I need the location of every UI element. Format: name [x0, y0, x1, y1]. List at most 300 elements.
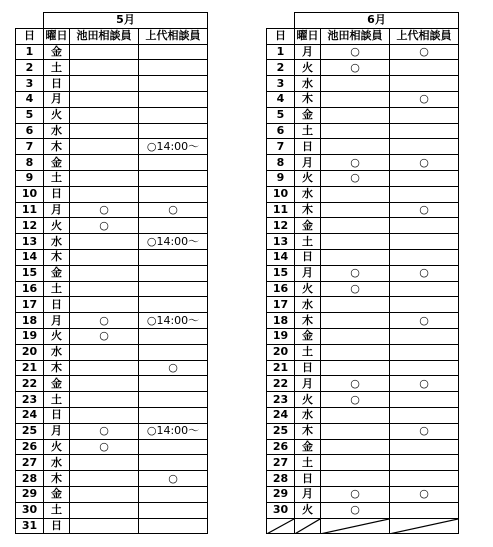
- table-row: [267, 234, 459, 250]
- jodai-availability-cell: ○14:00～: [139, 234, 208, 250]
- table-row: [267, 313, 459, 329]
- ikeda-availability-cell: ○: [321, 265, 390, 281]
- day-cell: 21: [267, 360, 295, 376]
- table-row: [16, 455, 208, 471]
- ikeda-availability-cell: [70, 44, 139, 60]
- weekday-cell: 火: [295, 170, 321, 186]
- june-schedule-table: [266, 12, 459, 534]
- weekday-cell: 土: [44, 60, 70, 76]
- jodai-availability-cell: [390, 123, 459, 139]
- day-cell: 10: [267, 186, 295, 202]
- table-row: [16, 44, 208, 60]
- weekday-cell: 木: [44, 249, 70, 265]
- weekday-cell: 月: [44, 423, 70, 439]
- day-cell: 28: [267, 471, 295, 487]
- jodai-availability-cell: [390, 218, 459, 234]
- ikeda-availability-cell: [70, 60, 139, 76]
- ikeda-availability-cell: [70, 91, 139, 107]
- table-row: [16, 297, 208, 313]
- table-row: [267, 455, 459, 471]
- day-cell: 15: [267, 265, 295, 281]
- day-cell: 4: [267, 91, 295, 107]
- ikeda-availability-cell: [321, 186, 390, 202]
- ikeda-availability-cell: ○: [70, 218, 139, 234]
- weekday-cell: 火: [295, 60, 321, 76]
- day-cell: 27: [267, 455, 295, 471]
- day-cell: 9: [16, 170, 44, 186]
- day-cell: 2: [16, 60, 44, 76]
- weekday-cell: 日: [44, 186, 70, 202]
- day-cell: 4: [16, 91, 44, 107]
- weekday-cell: 月: [295, 44, 321, 60]
- weekday-cell: 土: [295, 344, 321, 360]
- table-row: [16, 502, 208, 518]
- ikeda-availability-cell: [70, 518, 139, 534]
- day-cell: 11: [267, 202, 295, 218]
- jodai-availability-cell: ○: [139, 360, 208, 376]
- ikeda-availability-cell: [70, 502, 139, 518]
- ikeda-availability-cell: [70, 234, 139, 250]
- jodai-availability-cell: ○: [390, 91, 459, 107]
- day-cell: 17: [267, 297, 295, 313]
- struck-cell: [321, 518, 390, 534]
- day-cell: 28: [16, 471, 44, 487]
- weekday-cell: 水: [44, 455, 70, 471]
- ikeda-availability-cell: [70, 139, 139, 155]
- ikeda-availability-cell: ○: [70, 328, 139, 344]
- weekday-cell: 火: [44, 439, 70, 455]
- day-cell: 17: [16, 297, 44, 313]
- table-row: [267, 376, 459, 392]
- table-row: [267, 76, 459, 92]
- weekday-cell: 水: [295, 297, 321, 313]
- jodai-availability-cell: [139, 344, 208, 360]
- month-title: 6月: [295, 13, 459, 29]
- jodai-availability-cell: ○: [390, 265, 459, 281]
- struck-cell: [295, 518, 321, 534]
- day-cell: 16: [267, 281, 295, 297]
- jodai-availability-cell: [390, 139, 459, 155]
- jodai-availability-cell: ○: [139, 202, 208, 218]
- weekday-cell: 土: [44, 392, 70, 408]
- table-row: [267, 297, 459, 313]
- day-cell: 6: [267, 123, 295, 139]
- table-row: [16, 407, 208, 423]
- ikeda-availability-cell: [321, 249, 390, 265]
- ikeda-availability-cell: ○: [321, 502, 390, 518]
- ikeda-availability-cell: ○: [321, 392, 390, 408]
- day-cell: 22: [267, 376, 295, 392]
- ikeda-availability-cell: [70, 186, 139, 202]
- weekday-cell: 火: [295, 281, 321, 297]
- jodai-availability-cell: [390, 407, 459, 423]
- day-cell: 24: [16, 407, 44, 423]
- table-row: [267, 281, 459, 297]
- jodai-availability-cell: [139, 123, 208, 139]
- weekday-cell: 火: [44, 107, 70, 123]
- weekday-cell: 水: [44, 344, 70, 360]
- day-cell: 13: [267, 234, 295, 250]
- weekday-cell: 月: [44, 313, 70, 329]
- ikeda-availability-cell: ○: [321, 281, 390, 297]
- day-cell: 21: [16, 360, 44, 376]
- ikeda-availability-cell: [321, 202, 390, 218]
- day-cell: 1: [267, 44, 295, 60]
- ikeda-availability-cell: [321, 439, 390, 455]
- table-row: [267, 502, 459, 518]
- weekday-cell: 火: [295, 392, 321, 408]
- weekday-cell: 月: [295, 376, 321, 392]
- table-row: [16, 234, 208, 250]
- ikeda-availability-cell: ○: [321, 170, 390, 186]
- day-cell: 30: [267, 502, 295, 518]
- jodai-availability-cell: ○: [390, 423, 459, 439]
- weekday-cell: 木: [295, 202, 321, 218]
- ikeda-availability-cell: [321, 313, 390, 329]
- weekday-cell: 金: [44, 44, 70, 60]
- day-cell: 2: [267, 60, 295, 76]
- table-row: [267, 202, 459, 218]
- jodai-availability-cell: [390, 281, 459, 297]
- table-row: [16, 123, 208, 139]
- table-row: [267, 471, 459, 487]
- day-cell: 25: [16, 423, 44, 439]
- jodai-availability-cell: [390, 360, 459, 376]
- table-row: [267, 170, 459, 186]
- day-cell: 27: [16, 455, 44, 471]
- table-row: [16, 139, 208, 155]
- header-counselor-jodai: 上代相談員: [139, 28, 208, 44]
- weekday-cell: 月: [295, 265, 321, 281]
- ikeda-availability-cell: ○: [70, 423, 139, 439]
- table-row: [16, 60, 208, 76]
- ikeda-availability-cell: [321, 328, 390, 344]
- jodai-availability-cell: ○: [390, 155, 459, 171]
- weekday-cell: 木: [44, 471, 70, 487]
- weekday-cell: 月: [295, 486, 321, 502]
- ikeda-availability-cell: [321, 139, 390, 155]
- day-cell: 9: [267, 170, 295, 186]
- ikeda-availability-cell: [70, 407, 139, 423]
- jodai-availability-cell: ○14:00～: [139, 313, 208, 329]
- ikeda-availability-cell: [70, 297, 139, 313]
- table-row: [16, 155, 208, 171]
- weekday-cell: 金: [295, 218, 321, 234]
- weekday-cell: 水: [44, 123, 70, 139]
- jodai-availability-cell: ○: [390, 376, 459, 392]
- day-cell: 5: [267, 107, 295, 123]
- weekday-cell: 土: [295, 455, 321, 471]
- header-day: 日: [267, 28, 295, 44]
- day-cell: 26: [267, 439, 295, 455]
- jodai-availability-cell: [139, 518, 208, 534]
- table-row: [16, 328, 208, 344]
- jodai-availability-cell: ○: [139, 471, 208, 487]
- corner-blank: [267, 13, 295, 29]
- ikeda-availability-cell: [321, 344, 390, 360]
- table-row: [16, 392, 208, 408]
- day-cell: 19: [16, 328, 44, 344]
- weekday-cell: 水: [295, 186, 321, 202]
- day-cell: 26: [16, 439, 44, 455]
- ikeda-availability-cell: [70, 265, 139, 281]
- ikeda-availability-cell: ○: [321, 155, 390, 171]
- ikeda-availability-cell: [70, 123, 139, 139]
- weekday-cell: 土: [295, 123, 321, 139]
- jodai-availability-cell: [139, 265, 208, 281]
- weekday-cell: 水: [44, 234, 70, 250]
- may-rows: [16, 44, 208, 534]
- header-weekday: 曜日: [296, 29, 319, 43]
- ikeda-availability-cell: [321, 455, 390, 471]
- ikeda-availability-cell: [321, 123, 390, 139]
- day-cell: 23: [16, 392, 44, 408]
- jodai-availability-cell: [139, 455, 208, 471]
- ikeda-availability-cell: [321, 234, 390, 250]
- ikeda-availability-cell: [321, 91, 390, 107]
- diagonal-strike-icon: [390, 519, 458, 534]
- day-cell: 24: [267, 407, 295, 423]
- day-cell: 12: [16, 218, 44, 234]
- table-row: [16, 281, 208, 297]
- table-row: [267, 155, 459, 171]
- table-row: [267, 486, 459, 502]
- ikeda-availability-cell: [321, 407, 390, 423]
- table-row: [267, 44, 459, 60]
- day-cell: 31: [16, 518, 44, 534]
- weekday-cell: 木: [44, 360, 70, 376]
- table-row: [16, 518, 208, 534]
- weekday-cell: 土: [44, 281, 70, 297]
- jodai-availability-cell: [139, 107, 208, 123]
- ikeda-availability-cell: [321, 297, 390, 313]
- table-row: [16, 265, 208, 281]
- jodai-availability-cell: ○14:00～: [139, 423, 208, 439]
- ikeda-availability-cell: [70, 107, 139, 123]
- day-cell: 18: [267, 313, 295, 329]
- table-row: [267, 123, 459, 139]
- table-row: [267, 439, 459, 455]
- table-row: [16, 471, 208, 487]
- day-cell: 29: [267, 486, 295, 502]
- weekday-cell: 日: [44, 518, 70, 534]
- day-cell: 23: [267, 392, 295, 408]
- header-counselor-jodai: 上代相談員: [390, 28, 459, 44]
- ikeda-availability-cell: [70, 486, 139, 502]
- table-row: [16, 218, 208, 234]
- table-row: [267, 249, 459, 265]
- jodai-availability-cell: [139, 297, 208, 313]
- table-row: [267, 423, 459, 439]
- weekday-cell: 金: [295, 328, 321, 344]
- day-cell: 8: [16, 155, 44, 171]
- day-cell: 20: [16, 344, 44, 360]
- jodai-availability-cell: [139, 91, 208, 107]
- day-cell: 29: [16, 486, 44, 502]
- table-row: [16, 486, 208, 502]
- jodai-availability-cell: ○: [390, 44, 459, 60]
- weekday-cell: 水: [295, 407, 321, 423]
- weekday-cell: 土: [44, 170, 70, 186]
- day-cell: 6: [16, 123, 44, 139]
- day-cell: 3: [267, 76, 295, 92]
- jodai-availability-cell: [390, 76, 459, 92]
- table-row: [267, 407, 459, 423]
- weekday-cell: 金: [295, 107, 321, 123]
- weekday-cell: 水: [295, 76, 321, 92]
- table-row: [16, 360, 208, 376]
- jodai-availability-cell: [139, 170, 208, 186]
- day-cell: 18: [16, 313, 44, 329]
- weekday-cell: 金: [295, 439, 321, 455]
- weekday-cell: 火: [44, 328, 70, 344]
- day-cell: 1: [16, 44, 44, 60]
- day-cell: 8: [267, 155, 295, 171]
- jodai-availability-cell: [139, 502, 208, 518]
- weekday-cell: 月: [44, 202, 70, 218]
- jodai-availability-cell: [139, 155, 208, 171]
- jodai-availability-cell: ○: [390, 486, 459, 502]
- ikeda-availability-cell: [321, 76, 390, 92]
- struck-cell: [390, 518, 459, 534]
- header-weekday: 曜日: [45, 29, 68, 43]
- ikeda-availability-cell: ○: [321, 44, 390, 60]
- weekday-cell: 火: [44, 218, 70, 234]
- jodai-availability-cell: [390, 170, 459, 186]
- table-row: [16, 76, 208, 92]
- diagonal-strike-icon: [267, 519, 294, 534]
- day-cell: 5: [16, 107, 44, 123]
- table-row: [16, 313, 208, 329]
- table-row: [16, 91, 208, 107]
- jodai-availability-cell: ○: [390, 313, 459, 329]
- jodai-availability-cell: ○: [390, 202, 459, 218]
- ikeda-availability-cell: [70, 76, 139, 92]
- table-row: [267, 139, 459, 155]
- day-cell: 22: [16, 376, 44, 392]
- header-counselor-ikeda: 池田相談員: [321, 28, 390, 44]
- ikeda-availability-cell: [70, 360, 139, 376]
- table-row: [16, 170, 208, 186]
- ikeda-availability-cell: ○: [321, 60, 390, 76]
- table-row: [16, 423, 208, 439]
- june-rows: [267, 44, 459, 534]
- weekday-cell: 木: [295, 423, 321, 439]
- ikeda-availability-cell: [70, 376, 139, 392]
- table-row: [267, 344, 459, 360]
- day-cell: 7: [16, 139, 44, 155]
- ikeda-availability-cell: [70, 155, 139, 171]
- day-cell: 20: [267, 344, 295, 360]
- ikeda-availability-cell: ○: [321, 486, 390, 502]
- weekday-cell: 木: [295, 91, 321, 107]
- day-cell: 12: [267, 218, 295, 234]
- jodai-availability-cell: [139, 407, 208, 423]
- jodai-availability-cell: [390, 439, 459, 455]
- jodai-availability-cell: [139, 328, 208, 344]
- table-row: [267, 328, 459, 344]
- table-row: [267, 392, 459, 408]
- ikeda-availability-cell: [70, 455, 139, 471]
- ikeda-availability-cell: ○: [321, 376, 390, 392]
- ikeda-availability-cell: [70, 344, 139, 360]
- table-row: [267, 91, 459, 107]
- ikeda-availability-cell: ○: [70, 313, 139, 329]
- table-row: [267, 60, 459, 76]
- day-cell: 14: [16, 249, 44, 265]
- jodai-availability-cell: [139, 76, 208, 92]
- table-row: [267, 107, 459, 123]
- weekday-cell: 日: [295, 360, 321, 376]
- jodai-availability-cell: [390, 249, 459, 265]
- jodai-availability-cell: [139, 218, 208, 234]
- corner-blank: [16, 13, 44, 29]
- ikeda-availability-cell: [321, 471, 390, 487]
- ikeda-availability-cell: [70, 471, 139, 487]
- day-cell: 16: [16, 281, 44, 297]
- table-row: [267, 518, 459, 534]
- weekday-cell: 日: [44, 76, 70, 92]
- table-row: [267, 218, 459, 234]
- ikeda-availability-cell: [321, 218, 390, 234]
- jodai-availability-cell: [390, 502, 459, 518]
- jodai-availability-cell: [390, 297, 459, 313]
- jodai-availability-cell: [139, 376, 208, 392]
- table-row: [16, 376, 208, 392]
- jodai-availability-cell: [390, 328, 459, 344]
- weekday-cell: 木: [44, 139, 70, 155]
- day-cell: 30: [16, 502, 44, 518]
- table-row: [16, 186, 208, 202]
- weekday-cell: 月: [44, 91, 70, 107]
- jodai-availability-cell: [139, 281, 208, 297]
- jodai-availability-cell: [390, 471, 459, 487]
- day-cell: 7: [267, 139, 295, 155]
- weekday-cell: 金: [44, 265, 70, 281]
- table-row: [16, 439, 208, 455]
- jodai-availability-cell: [139, 249, 208, 265]
- ikeda-availability-cell: [321, 360, 390, 376]
- weekday-cell: 日: [44, 297, 70, 313]
- table-row: [16, 107, 208, 123]
- may-schedule-table: [15, 12, 208, 534]
- day-cell: 25: [267, 423, 295, 439]
- ikeda-availability-cell: ○: [70, 439, 139, 455]
- weekday-cell: 金: [44, 155, 70, 171]
- day-cell: 10: [16, 186, 44, 202]
- jodai-availability-cell: [390, 234, 459, 250]
- month-title: 5月: [44, 13, 208, 29]
- ikeda-availability-cell: [70, 170, 139, 186]
- weekday-cell: 土: [295, 234, 321, 250]
- day-cell: 14: [267, 249, 295, 265]
- diagonal-strike-icon: [295, 519, 320, 534]
- weekday-cell: 木: [295, 313, 321, 329]
- jodai-availability-cell: [390, 60, 459, 76]
- ikeda-availability-cell: [321, 423, 390, 439]
- jodai-availability-cell: [390, 392, 459, 408]
- table-row: [16, 202, 208, 218]
- ikeda-availability-cell: [70, 249, 139, 265]
- jodai-availability-cell: [390, 107, 459, 123]
- ikeda-availability-cell: [70, 392, 139, 408]
- jodai-availability-cell: [390, 455, 459, 471]
- weekday-cell: 日: [44, 407, 70, 423]
- diagonal-strike-icon: [321, 519, 389, 534]
- day-cell: 15: [16, 265, 44, 281]
- weekday-cell: 月: [295, 155, 321, 171]
- header-day: 日: [16, 28, 44, 44]
